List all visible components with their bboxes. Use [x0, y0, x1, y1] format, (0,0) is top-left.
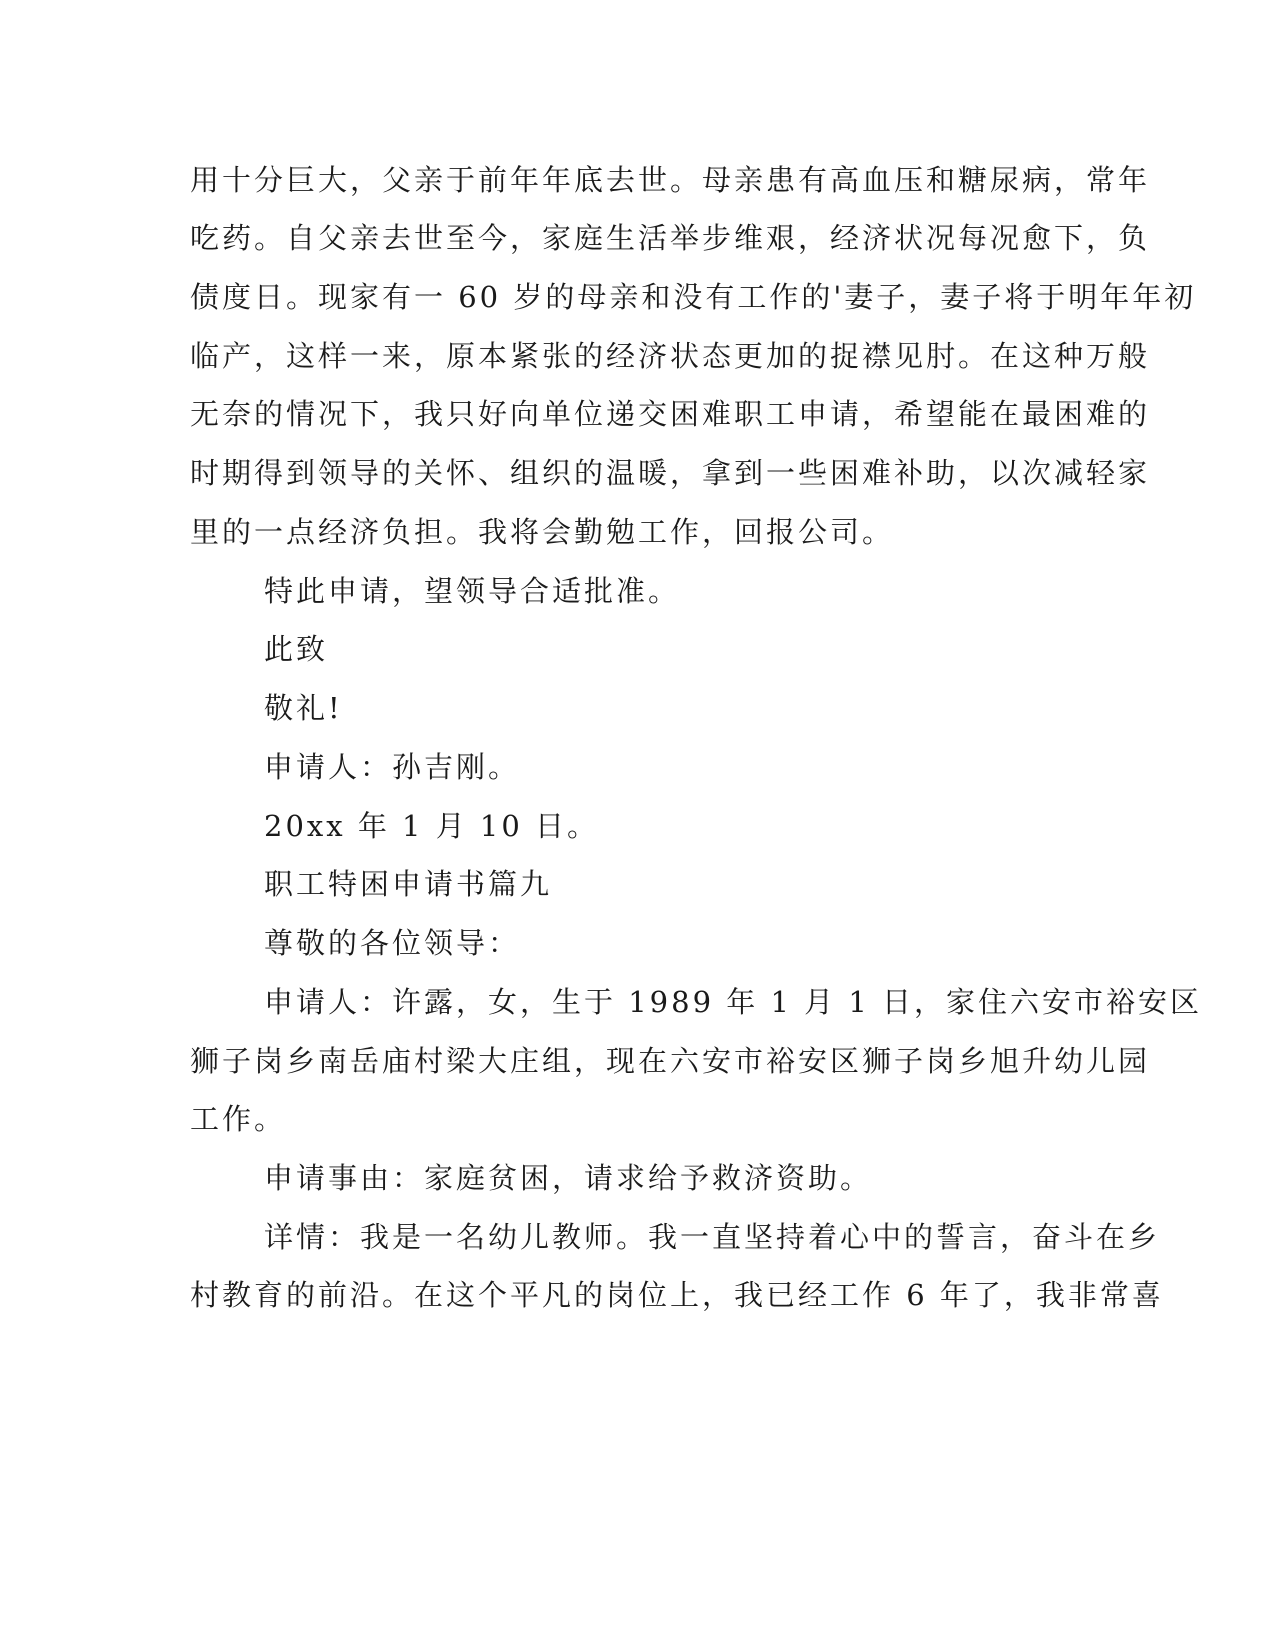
applicant-signature: 申请人：孙吉刚。 — [264, 750, 521, 784]
salutation-line: 敬礼! — [264, 691, 343, 725]
paragraph-line: 时期得到领导的关怀、组织的温暖，拿到一些困难补助，以次减轻家 — [190, 456, 1151, 490]
paragraph-line: 无奈的情况下，我只好向单位递交困难职工申请，希望能在最困难的 — [190, 397, 1151, 431]
section-title: 职工特困申请书篇九 — [264, 867, 553, 901]
paragraph-line: 临产，这样一来，原本紧张的经济状态更加的捉襟见肘。在这种万般 — [190, 339, 1151, 373]
paragraph-line: 申请事由：家庭贫困，请求给予救济资助。 — [264, 1161, 873, 1195]
paragraph-line: 村教育的前沿。在这个平凡的岗位上，我已经工作 6 年了，我非常喜 — [190, 1278, 1164, 1312]
date-line: 20xx 年 1 月 10 日。 — [264, 809, 600, 843]
paragraph-line: 吃药。自父亲去世至今，家庭生活举步维艰，经济状况每况愈下，负 — [190, 221, 1151, 255]
salutation-line: 此致 — [264, 632, 329, 666]
paragraph-line: 里的一点经济负担。我将会勤勉工作，回报公司。 — [190, 515, 895, 549]
closing-request: 特此申请，望领导合适批准。 — [264, 574, 681, 608]
paragraph-line: 用十分巨大，父亲于前年年底去世。母亲患有高血压和糖尿病，常年 — [190, 163, 1151, 197]
paragraph-line: 债度日。现家有一 60 岁的母亲和没有工作的'妻子，妻子将于明年年初 — [190, 280, 1197, 314]
paragraph-line: 工作。 — [190, 1102, 287, 1136]
paragraph-line: 狮子岗乡南岳庙村梁大庄组，现在六安市裕安区狮子岗乡旭升幼儿园 — [190, 1044, 1151, 1078]
greeting-line: 尊敬的各位领导： — [264, 926, 521, 960]
paragraph-line: 详情：我是一名幼儿教师。我一直坚持着心中的誓言，奋斗在乡 — [264, 1220, 1161, 1254]
paragraph-line: 申请人：许露，女，生于 1989 年 1 月 1 日，家住六安市裕安区 — [264, 985, 1203, 1019]
